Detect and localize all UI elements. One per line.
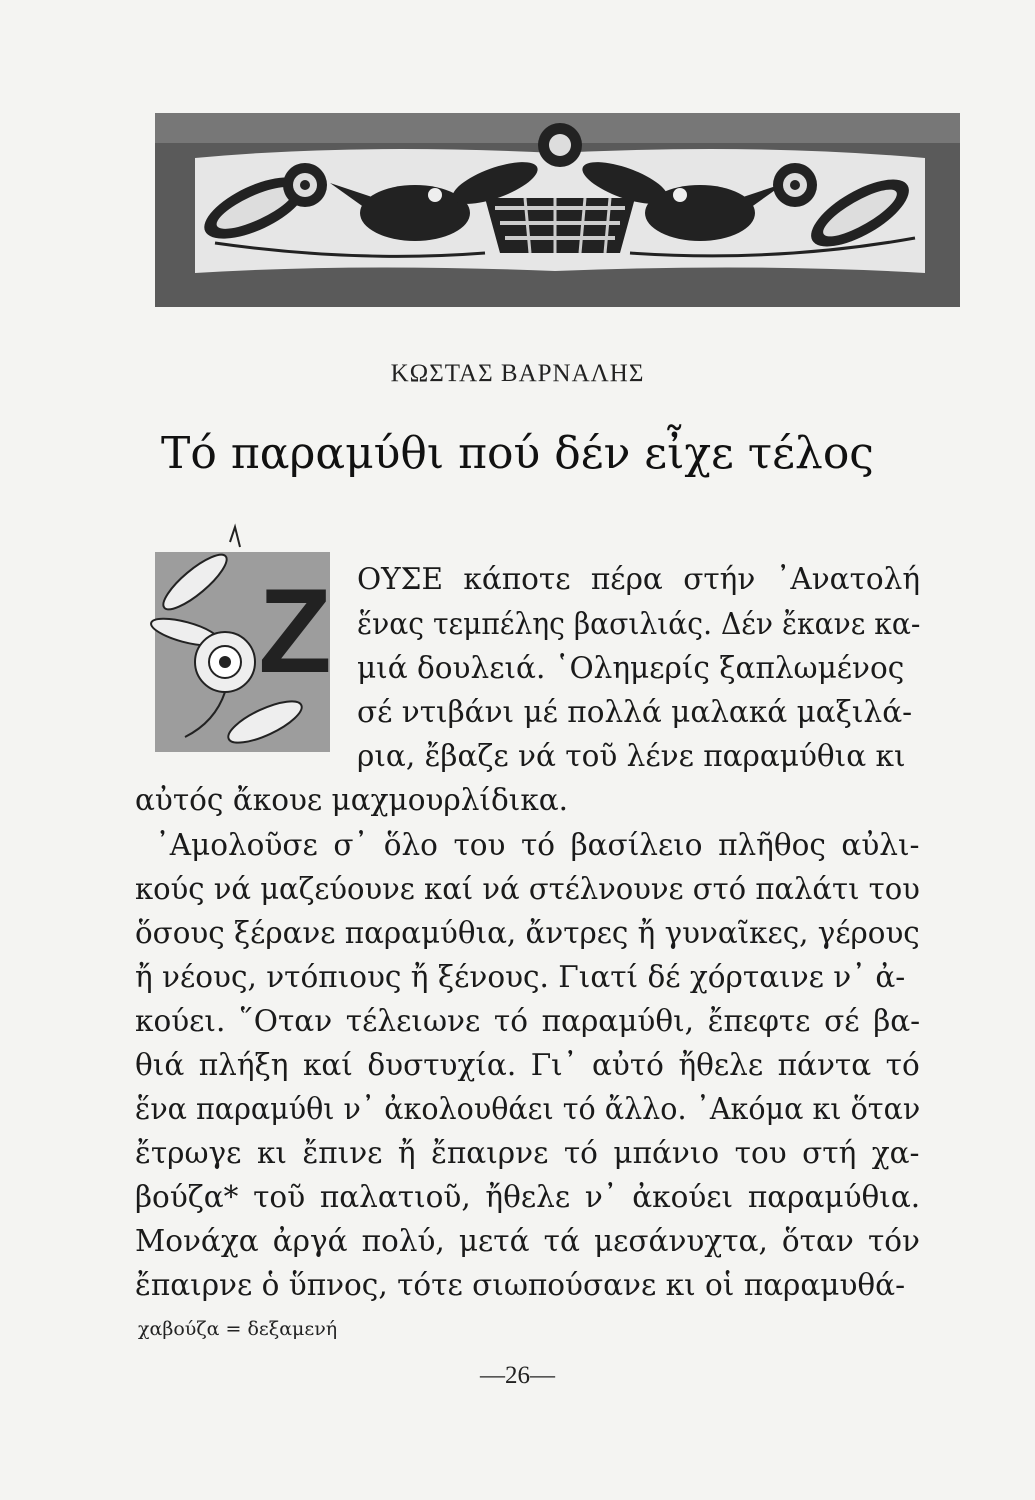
text-line: ἕνας τεμπέλης βασιλιάς. Δέν ἔκανε κα- (357, 607, 921, 641)
text-line: βούζα* τοῦ παλατιοῦ, ἤθελε ν᾽ ἀκούει παραμύθια. (135, 1180, 921, 1214)
author-name: ΚΩΣΤΑΣ ΒΑΡΝΑΛΗΣ (390, 360, 645, 387)
footnote: χαβούζα = δεξαμενή (138, 1318, 338, 1340)
text-line: σέ ντιβάνι μέ πολλά μαλακά μαξιλά- (357, 695, 913, 729)
page-number: —26— (480, 1362, 555, 1389)
text-line: κούς νά μαζεύουνε καί νά στέλνουνε στό παλάτι του (135, 872, 920, 906)
text-line: ἔτρωγε κι ἔπινε ἤ ἔπαιρνε τό μπάνιο του στή χα- (135, 1136, 920, 1170)
text-line: μιά δουλειά. ῾Ολημερίς ξαπλωμένος (357, 651, 905, 685)
text-line: ἕνα παραμύθι ν᾽ ἀκολουθάει τό ἄλλο. ᾽Ακόμα κι ὅταν (135, 1092, 921, 1126)
text-line: ρια, ἔβαζε νά τοῦ λένε παραμύθια κι (357, 739, 906, 773)
drop-cap-letter: Ζ (258, 564, 332, 698)
text-line: ἔπαιρνε ὁ ὕπνος, τότε σιωπούσανε κι οἱ παραμυθά- (135, 1268, 906, 1302)
story-title: Τό παραμύθι πού δέν εἶχε τέλος (161, 428, 874, 479)
text-line: ΟΥΣΕ κάποτε πέρα στήν ᾽Ανατολή (357, 562, 921, 596)
drop-cap-illustration (145, 522, 335, 752)
text-line: ἤ νέους, ντόπιους ἤ ξένους. Γιατί δέ χόρταινε ν᾽ ἀ- (135, 960, 906, 994)
decorative-banner-illustration (155, 113, 960, 307)
text-line: ᾽Αμολοῦσε σ᾽ ὅλο του τό βασίλειο πλῆθος αὐλι- (155, 828, 920, 862)
text-line: ὅσους ξέρανε παραμύθια, ἄντρες ἤ γυναῖκες, γέρους (135, 916, 920, 950)
text-line: κούει. ῞Οταν τέλειωνε τό παραμύθι, ἔπεφτε σέ βα- (135, 1004, 921, 1038)
text-line: Μονάχα ἀργά πολύ, μετά τά μεσάνυχτα, ὅταν τόν (135, 1224, 920, 1258)
text-line: αὐτός ἄκουε μαχμουρλίδικα. (135, 783, 569, 817)
text-line: θιά πλήξη καί δυστυχία. Γι᾽ αὐτό ἤθελε πάντα τό (135, 1048, 920, 1082)
